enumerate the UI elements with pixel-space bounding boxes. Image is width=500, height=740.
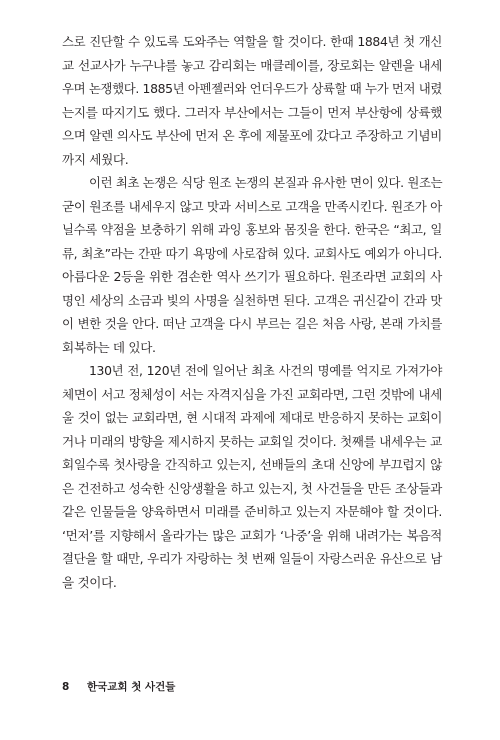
text-line: 이 변한 것을 안다. 떠난 고객을 다시 부르는 길은 처음 사랑, 본래 가치를	[62, 316, 442, 331]
paragraph-3	[62, 359, 442, 594]
text-line: 결단을 할 때만, 우리가 자랑하는 첫 번째 일들이 자랑스러운 유산으로 남	[62, 551, 442, 566]
text-line: 회복하는 데 있다.	[62, 339, 156, 355]
text-line: 거나 미래의 방향을 제시하지 못하는 교회일 것이다. 첫째를 내세우는 교	[62, 433, 442, 449]
paragraph-2	[62, 171, 442, 359]
text-line: 회일수록 첫사랑을 간직하고 있는지, 선배들의 초대 신앙에 부끄럽지 않	[62, 457, 442, 472]
text-line: 닐수록 약점을 보충하기 위해 과잉 홍보와 몸짓을 한다. 한국은 “최고, 일	[62, 222, 442, 237]
text-line: 130년 전, 120년 전에 일어난 최초 사건의 명예를 억지로 가져가야	[89, 363, 442, 378]
text-line: 우며 논쟁했다. 1885년 아펜젤러와 언더우드가 상륙할 때 누가 먼저 내렸	[62, 81, 442, 96]
text-line: 스로 진단할 수 있도록 도와주는 역할을 할 것이다. 한때 1884년 첫 개신	[62, 34, 442, 49]
text-line: 을 것이다.	[62, 574, 117, 590]
text-line: 같은 인물들을 양육하면서 미래를 준비하고 있는지 자문해야 할 것이다.	[62, 504, 442, 519]
paragraph-1	[62, 30, 442, 171]
text-line: 울 것이 없는 교회라면, 현 시대적 과제에 제대로 반응하지 못하는 교회이	[62, 410, 442, 425]
page-footer	[62, 679, 175, 694]
text-line: ‘먼저’를 지향해서 올라가는 많은 교회가 ‘나중’을 위해 내려가는 복음적	[62, 527, 442, 543]
running-title: 한국교회 첫 사건들	[86, 681, 176, 693]
text-line: 까지 세웠다.	[62, 151, 129, 167]
text-line: 이런 최초 논쟁은 식당 원조 논쟁의 본질과 유사한 면이 있다. 원조는	[89, 175, 443, 190]
text-line: 는지를 따지기도 했다. 그러자 부산에서는 그들이 먼저 부산항에 상륙했	[62, 104, 442, 120]
text-line: 류, 최초”라는 간판 따기 욕망에 사로잡혀 있다. 교회사도 예외가 아니다.	[62, 245, 442, 261]
page-number: 8	[62, 681, 70, 693]
text-line: 은 건전하고 성숙한 신앙생활을 하고 있는지, 첫 사건들을 만든 조상들과	[62, 480, 442, 496]
text-line: 으며 알렌 의사도 부산에 먼저 온 후에 제물포에 갔다고 주장하고 기념비	[62, 128, 442, 143]
text-line: 아름다운 2등을 위한 겸손한 역사 쓰기가 필요하다. 원조라면 교회의 사	[62, 269, 442, 284]
text-line: 교 선교사가 누구냐를 놓고 감리회는 매클레이를, 장로회는 알렌을 내세	[62, 57, 442, 73]
text-line: 체면이 서고 정체성이 서는 자격지심을 가진 교회라면, 그런 것밖에 내세	[62, 386, 442, 402]
text-line: 굳이 원조를 내세우지 않고 맛과 서비스로 고객을 만족시킨다. 원조가 아	[62, 198, 442, 214]
text-line: 명인 세상의 소금과 빛의 사명을 실천하면 된다. 고객은 귀신같이 간과 맛	[62, 292, 442, 308]
body-text	[62, 30, 442, 594]
